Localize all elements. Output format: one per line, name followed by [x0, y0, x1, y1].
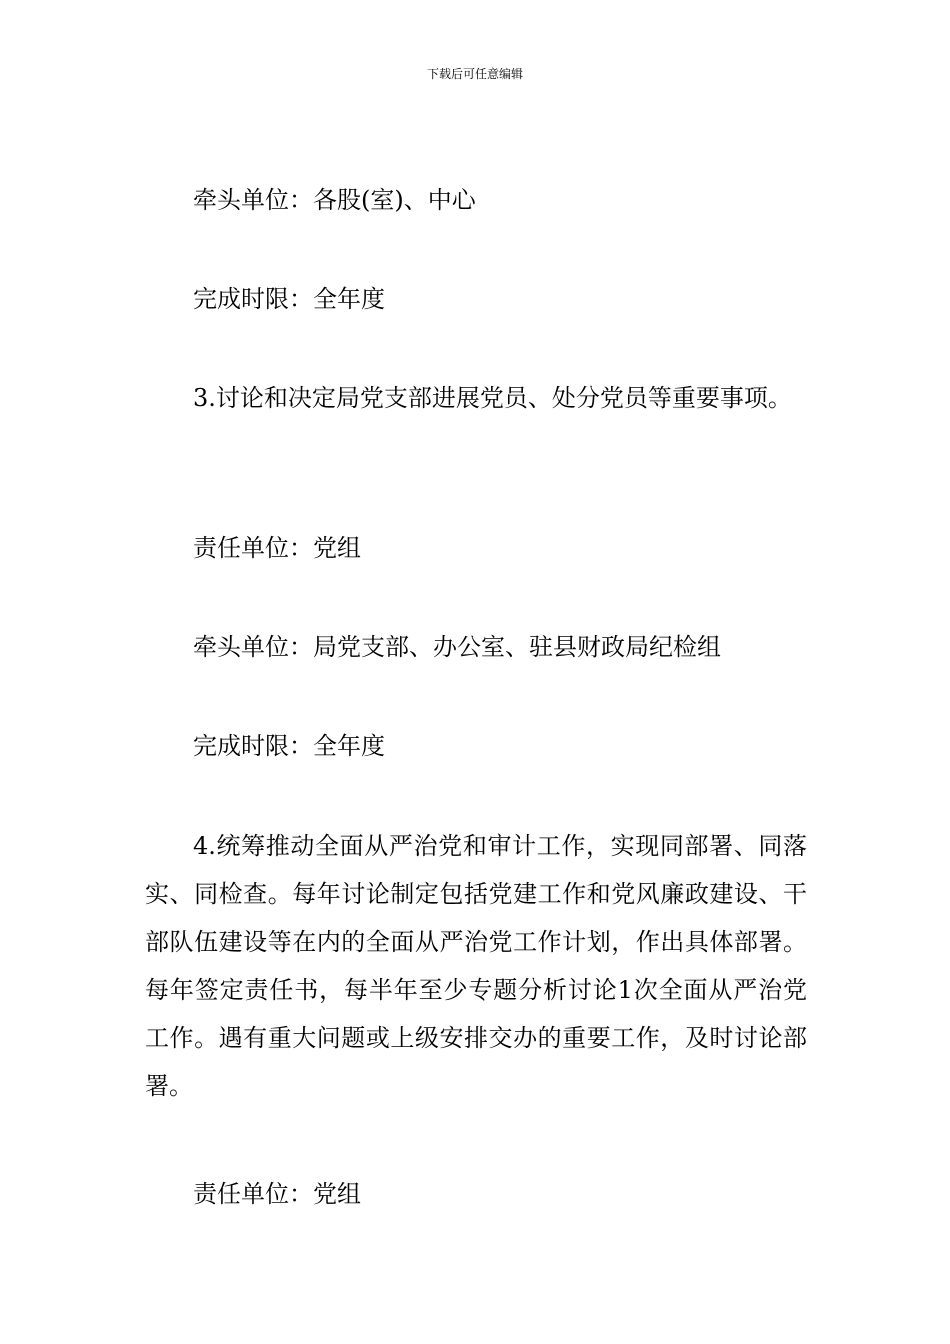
paragraph-responsible-unit: 责任单位：党组: [193, 534, 361, 562]
paragraph-responsible-unit: 责任单位：党组: [193, 1180, 361, 1208]
paragraph-deadline: 完成时限：全年度: [193, 732, 385, 760]
page-header: 下载后可任意编辑: [426, 67, 523, 81]
paragraph-lead-unit: 牵头单位：各股(室)、中心: [193, 186, 476, 214]
paragraph-deadline: 完成时限：全年度: [193, 285, 385, 313]
paragraph-item-3: 3.讨论和决定局党支部进展党员、处分党员等重要事项。: [193, 384, 792, 412]
paragraph-lead-unit: 牵头单位：局党支部、办公室、驻县财政局纪检组: [193, 633, 721, 661]
paragraph-item-4: 4.统筹推动全面从严治党和审计工作，实现同部署、同落实、同检查。每年讨论制定包括党建工作和党风廉政建设、干部队伍建设等在内的全面从严治党工作计划，作出具体部署。每年签定责任书，每半年至少专题分析讨论1次全面从严治党工作。遇有重大问题或上级安排交办的重要工作，及时讨论部署。: [145, 832, 807, 1100]
